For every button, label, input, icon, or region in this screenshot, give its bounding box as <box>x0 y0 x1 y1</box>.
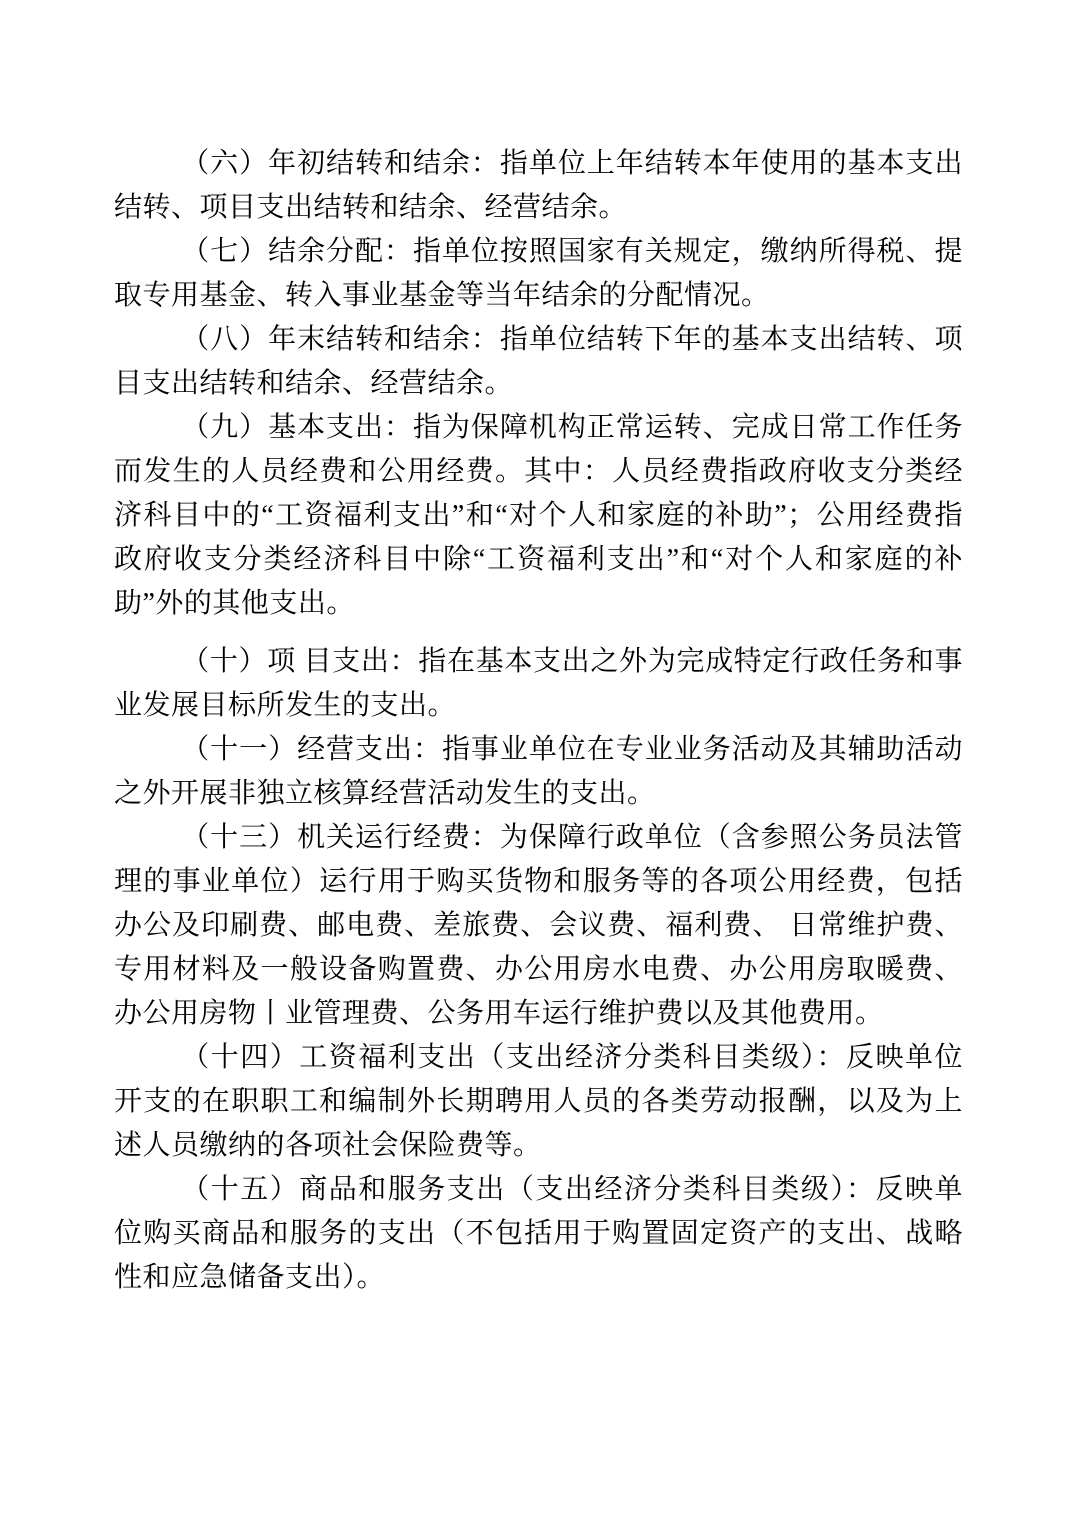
paragraph-item-14: （十四）工资福利支出（支出经济分类科目类级）：反映单位开支的在职职工和编制外长期聘用人员的各类劳动报酬，以及为上述人员缴纳的各项社会保险费等。 <box>114 1042 963 1161</box>
paragraph-item-13: （十三）机关运行经费：为保障行政单位（含参照公务员法管理的事业单位）运行用于购买货物和服务等的各项公用经费，包括办公及印刷费、邮电费、差旅费、会议费、福利费、 日常维护费、专用材料及一般设备购置费、办公用房水电费、办公用房取暖费、办公用房物丨业管理费、公务用车运行维护费以及其他费用。 <box>114 822 963 1029</box>
paragraph-item-15: （十五）商品和服务支出（支出经济分类科目类级）：反映单位购买商品和服务的支出（不包括用于购置固定资产的支出、战略性和应急储备支出）。 <box>114 1174 963 1293</box>
paragraph-item-6: （六）年初结转和结余：指单位上年结转本年使用的基本支出结转、项目支出结转和结余、经营结余。 <box>114 148 963 223</box>
paragraph-item-8: （八）年末结转和结余：指单位结转下年的基本支出结转、项目支出结转和结余、经营结余。 <box>114 324 963 399</box>
paragraph-item-11: （十一）经营支出：指事业单位在专业业务活动及其辅助活动之外开展非独立核算经营活动发生的支出。 <box>114 734 963 809</box>
paragraph-item-10: （十）项 目支出：指在基本支出之外为完成特定行政任务和事业发展目标所发生的支出。 <box>114 646 963 721</box>
paragraph-item-9: （九）基本支出：指为保障机构正常运转、完成日常工作任务而发生的人员经费和公用经费。其中：人员经费指政府收支分类经济科目中的“工资福利支出”和“对个人和家庭的补助”；公用经费指政府收支分类经济科目中除“工资福利支出”和“对个人和家庭的补助”外的其他支出。 <box>114 412 963 619</box>
paragraph-item-7: （七）结余分配：指单位按照国家有关规定，缴纳所得税、提取专用基金、转入事业基金等当年结余的分配情况。 <box>114 236 963 311</box>
